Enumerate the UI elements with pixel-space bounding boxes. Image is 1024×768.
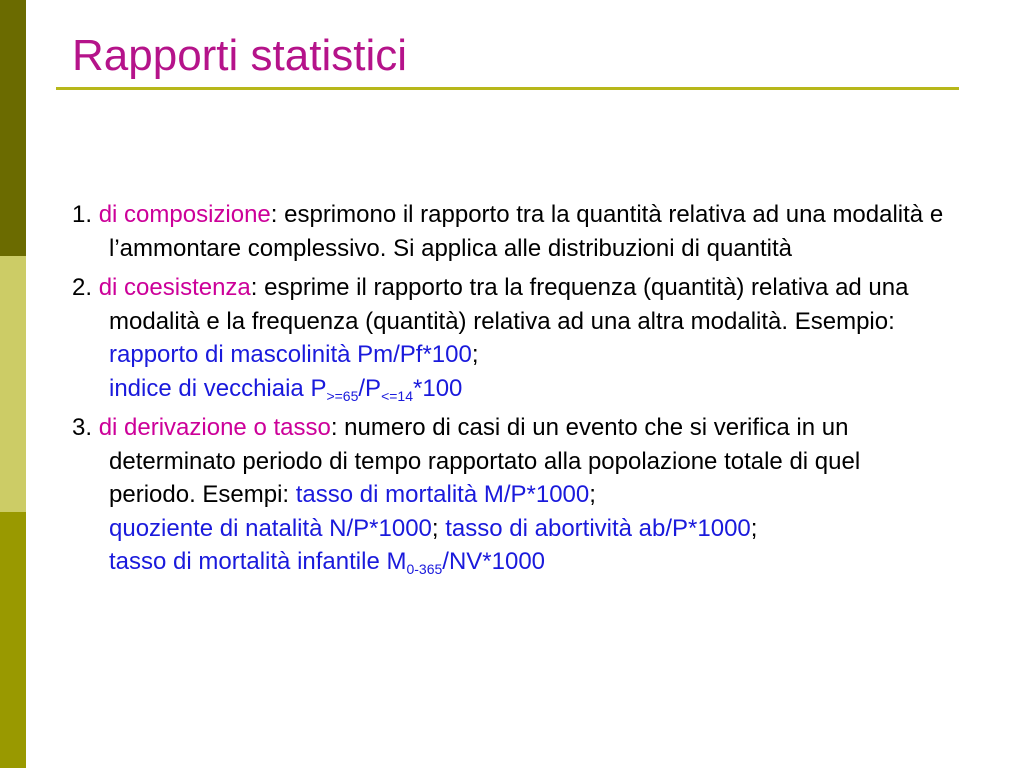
sidebar-segment-middle bbox=[0, 256, 26, 512]
item-term: di coesistenza bbox=[98, 274, 251, 301]
item-number: 3. bbox=[72, 414, 93, 441]
example-mascolinita: rapporto di mascolinità Pm/Pf*100 bbox=[109, 341, 472, 368]
item-term: di derivazione o tasso bbox=[98, 414, 331, 441]
example-natalita: quoziente di natalità N/P*1000 bbox=[109, 514, 432, 542]
item-number: 1. bbox=[72, 201, 93, 228]
separator: ; bbox=[589, 481, 596, 508]
sidebar-segment-bottom bbox=[0, 512, 26, 768]
slide-title: Rapporti statistici bbox=[72, 31, 408, 80]
example-abortivita: tasso di abortività ab/P*1000 bbox=[445, 514, 751, 542]
separator: ; bbox=[431, 514, 439, 542]
example-vecchiaia: indice di vecchiaia $P_{>=65}/P_{<=14}*100$ bbox=[109, 374, 463, 404]
item-term: di composizione bbox=[98, 201, 271, 228]
list-item-derivazione bbox=[72, 411, 952, 579]
item-text: : numero di casi di un evento che si verifica in un determinato periodo di tempo rapportato alla popolazione totale di quel periodo. Esempi: bbox=[109, 414, 861, 508]
example-mortalita-infantile: tasso di mortalità infantile $M_{0-365}/NV*1000$ bbox=[109, 548, 546, 577]
decorative-sidebar bbox=[0, 0, 26, 768]
title-divider bbox=[56, 87, 959, 90]
list-item-coesistenza bbox=[72, 271, 952, 405]
example-mortalita: tasso di mortalità M/P*1000 bbox=[295, 481, 590, 508]
item-text: : esprimono il rapporto tra la quantità relativa ad una modalità e l’ammontare complessivo. Si applica alle distribuzioni di quantità bbox=[109, 201, 944, 262]
sidebar-segment-top bbox=[0, 0, 26, 256]
slide-content bbox=[72, 198, 952, 585]
item-text: : esprime il rapporto tra la frequenza (quantità) relativa ad una modalità e la frequenza (quantità) relativa ad una altra modalità. Esempio: bbox=[109, 274, 909, 335]
item-number: 2. bbox=[72, 274, 93, 301]
list-item-composizione bbox=[72, 198, 952, 265]
separator: ; bbox=[471, 341, 479, 368]
separator: ; bbox=[750, 514, 758, 542]
